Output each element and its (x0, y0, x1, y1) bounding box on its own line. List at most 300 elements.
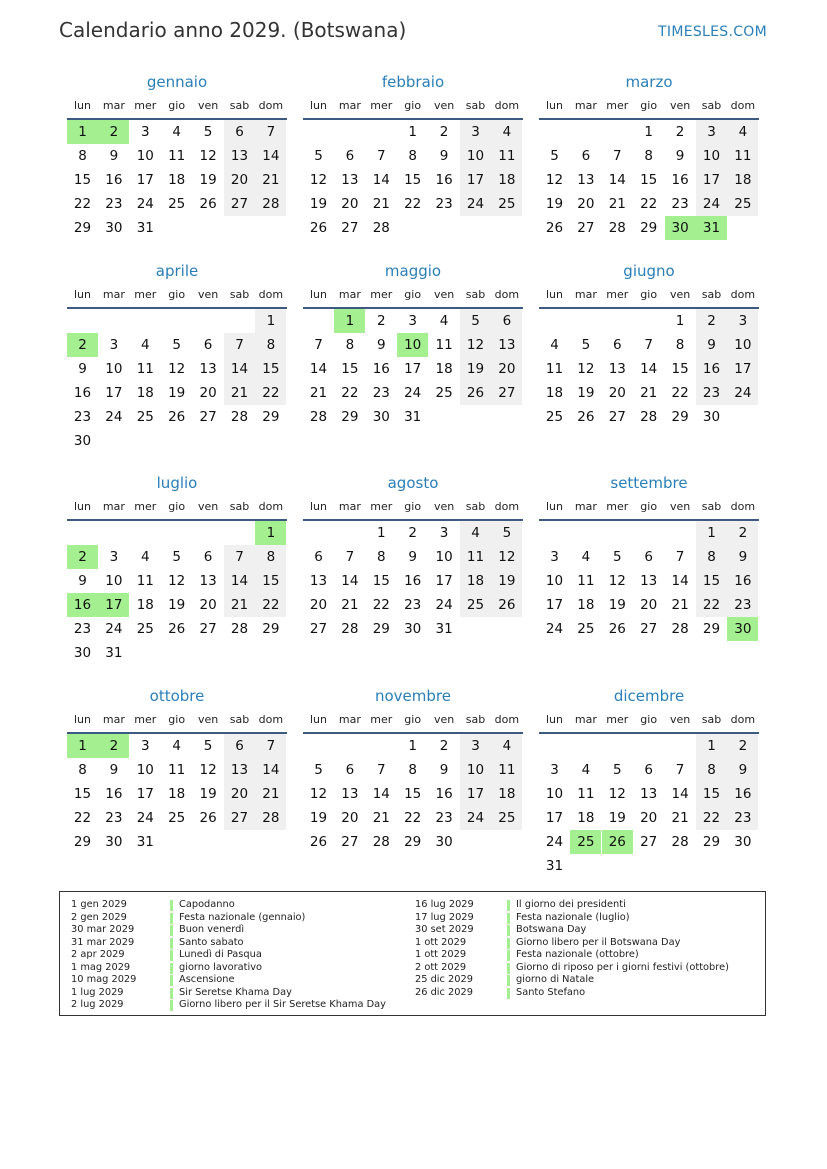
day-cell: 7 (377, 762, 386, 778)
day-cell: 25 (435, 385, 453, 401)
day-cell: 25 (136, 621, 154, 637)
day-cell: 26 (608, 621, 626, 637)
day-cell: 7 (345, 549, 355, 565)
day-cell: 19 (309, 810, 328, 826)
legend-holiday-name: Botswana Day (516, 924, 587, 935)
day-cell: 17 (404, 361, 422, 377)
day-cell: 1 (408, 738, 417, 754)
weekday-label: sab (701, 288, 722, 301)
day-cell: 29 (73, 834, 92, 850)
day-cell: 20 (640, 597, 658, 613)
day-cell: 3 (460, 120, 491, 144)
day-cell: 17 (435, 573, 453, 589)
day-cell: 10 (105, 361, 123, 377)
day-cell: 30 (73, 645, 92, 661)
day-cell: 28 (372, 834, 390, 850)
day-cell: 28 (309, 409, 328, 425)
legend-holiday-name: Giorno libero per il Botswana Day (516, 936, 681, 948)
day-cell: 26 (199, 810, 217, 826)
weekday-label: mer (370, 288, 393, 301)
day-cell: 24 (136, 196, 154, 212)
day-cell: 30 (105, 220, 123, 236)
day-cell: 22 (696, 806, 727, 830)
weekday-label: dom (730, 713, 756, 726)
day-cell: 23 (727, 593, 758, 617)
weekday-label: gio (168, 713, 186, 726)
day-cell: 21 (608, 196, 626, 212)
day-cell: 18 (168, 786, 186, 802)
legend-color-bar (170, 1000, 173, 1011)
month-title: giugno (623, 262, 675, 280)
day-cell: 29 (262, 409, 280, 425)
weekday-label: ven (669, 99, 691, 112)
day-cell: 1 (696, 734, 727, 758)
day-cell: 31 (136, 834, 154, 850)
day-cell: 26 (309, 834, 328, 850)
day-cell: 10 (105, 573, 123, 589)
weekday-label: gio (168, 288, 186, 301)
legend-date: 1 gen 2029 (71, 899, 127, 910)
day-cell: 8 (78, 762, 87, 778)
month-title: luglio (156, 474, 198, 492)
month-title: gennaio (146, 73, 208, 91)
weekday-label: ven (197, 288, 219, 301)
day-cell: 25 (168, 196, 186, 212)
legend-date: 2 ott 2029 (415, 961, 467, 973)
weekday-label: sab (229, 500, 250, 513)
day-cell: 16 (727, 569, 758, 593)
month-title: aprile (155, 262, 199, 280)
weekday-label: mar (574, 500, 597, 513)
weekday-label: mar (574, 288, 597, 301)
day-cell: 14 (372, 786, 390, 802)
legend-holiday-name: giorno lavorativo (179, 961, 263, 973)
day-cell: 21 (671, 597, 689, 613)
day-cell: 16 (73, 385, 92, 401)
day-cell: 16 (696, 357, 727, 381)
day-cell: 10 (545, 786, 564, 802)
day-cell: 20 (224, 782, 255, 806)
weekday-label: sab (701, 99, 722, 112)
day-cell: 25 (168, 810, 186, 826)
day-cell: 16 (404, 573, 422, 589)
month-title: dicembre (613, 687, 685, 705)
day-cell: 18 (168, 172, 186, 188)
day-cell: 14 (671, 573, 689, 589)
day-cell: 6 (644, 762, 653, 778)
weekday-label: mer (606, 500, 629, 513)
day-cell: 22 (640, 196, 658, 212)
day-cell: 15 (255, 569, 286, 593)
day-cell: 19 (309, 196, 328, 212)
day-cell: 3 (439, 525, 449, 541)
legend-holiday-name: Sir Seretse Khama Day (179, 986, 292, 998)
day-cell: 11 (727, 144, 758, 168)
day-cell: 7 (613, 148, 622, 164)
day-cell: 12 (309, 786, 328, 802)
day-cell: 2 (727, 521, 758, 545)
day-cell: 15 (696, 782, 727, 806)
day-cell: 19 (545, 196, 564, 212)
day-cell: 3 (550, 762, 559, 778)
day-cell: 18 (727, 168, 758, 192)
legend-date: 26 dic 2029 (415, 986, 473, 998)
weekday-label: lun (310, 713, 327, 726)
day-cell: 5 (613, 762, 622, 778)
day-cell: 28 (608, 220, 626, 236)
day-cell: 21 (224, 381, 255, 405)
legend-date: 17 lug 2029 (415, 911, 474, 923)
day-cell: 24 (404, 385, 422, 401)
legend-date: 2 gen 2029 (71, 911, 127, 923)
day-cell: 26 (545, 220, 564, 236)
day-cell: 12 (545, 172, 564, 188)
day-cell: 26 (460, 381, 491, 405)
weekday-label: sab (229, 713, 250, 726)
day-cell: 13 (341, 786, 359, 802)
weekday-label: mar (102, 99, 125, 112)
day-cell: 3 (696, 120, 727, 144)
day-cell: 14 (309, 361, 328, 377)
day-cell: 9 (727, 758, 758, 782)
day-cell: 15 (696, 569, 727, 593)
holiday-day-cell: 1 (67, 120, 98, 144)
day-cell: 23 (671, 196, 689, 212)
legend-holiday-name: Festa nazionale (luglio) (516, 911, 630, 923)
day-cell: 26 (491, 593, 522, 617)
day-cell: 8 (345, 337, 355, 353)
legend-holiday-name: Festa nazionale (gennaio) (179, 911, 306, 923)
holiday-day-cell: 30 (727, 617, 758, 641)
weekday-label: ven (197, 713, 219, 726)
day-cell: 23 (105, 196, 123, 212)
day-cell: 11 (168, 148, 186, 164)
weekday-label: dom (494, 288, 520, 301)
day-cell: 16 (372, 361, 390, 377)
day-cell: 12 (199, 148, 217, 164)
day-cell: 13 (341, 172, 359, 188)
day-cell: 3 (109, 337, 119, 353)
day-cell: 21 (224, 593, 255, 617)
weekday-label: gio (404, 500, 422, 513)
day-cell: 9 (109, 148, 119, 164)
day-cell: 2 (696, 309, 727, 333)
legend-color-bar (170, 975, 173, 986)
legend-date: 1 lug 2029 (71, 986, 124, 998)
weekday-label: dom (494, 713, 520, 726)
day-cell: 20 (199, 597, 217, 613)
day-cell: 20 (640, 810, 658, 826)
day-cell: 5 (203, 124, 213, 140)
day-cell: 29 (404, 834, 422, 850)
day-cell: 7 (255, 734, 286, 758)
day-cell: 2 (675, 124, 685, 140)
day-cell: 25 (727, 192, 758, 216)
day-cell: 16 (105, 786, 123, 802)
day-cell: 5 (314, 148, 323, 164)
legend-color-bar (507, 938, 510, 949)
day-cell: 28 (230, 409, 249, 425)
day-cell: 23 (105, 810, 123, 826)
day-cell: 27 (199, 409, 217, 425)
legend-holiday-name: Buon venerdì (179, 924, 245, 935)
day-cell: 5 (491, 521, 522, 545)
day-cell: 17 (460, 782, 491, 806)
day-cell: 13 (224, 144, 255, 168)
day-cell: 10 (435, 549, 453, 565)
day-cell: 9 (78, 573, 87, 589)
day-cell: 23 (73, 409, 92, 425)
weekday-label: mer (134, 99, 157, 112)
weekday-label: ven (197, 500, 219, 513)
day-cell: 24 (460, 806, 491, 830)
day-cell: 1 (675, 313, 685, 329)
day-cell: 5 (172, 549, 181, 565)
day-cell: 25 (545, 409, 564, 425)
day-cell: 27 (199, 621, 217, 637)
weekday-label: gio (640, 713, 658, 726)
day-cell: 29 (372, 621, 390, 637)
day-cell: 12 (168, 573, 186, 589)
day-cell: 31 (404, 409, 422, 425)
day-cell: 30 (73, 433, 92, 449)
weekday-label: sab (465, 288, 486, 301)
day-cell: 4 (172, 124, 181, 140)
day-cell: 25 (491, 806, 522, 830)
weekday-label: lun (310, 500, 327, 513)
day-cell: 31 (105, 645, 123, 661)
weekday-label: lun (74, 288, 91, 301)
day-cell: 9 (439, 148, 449, 164)
day-cell: 5 (550, 148, 559, 164)
day-cell: 12 (199, 762, 217, 778)
day-cell: 3 (141, 124, 150, 140)
day-cell: 20 (341, 196, 359, 212)
weekday-label: mer (606, 99, 629, 112)
legend-color-bar (170, 913, 173, 924)
day-cell: 11 (545, 361, 564, 377)
day-cell: 27 (224, 192, 255, 216)
day-cell: 17 (545, 810, 564, 826)
day-cell: 11 (136, 573, 154, 589)
legend-holiday-name: Ascensione (179, 974, 235, 985)
day-cell: 6 (644, 549, 653, 565)
day-cell: 12 (460, 333, 491, 357)
day-cell: 21 (255, 782, 286, 806)
day-cell: 18 (545, 385, 564, 401)
day-cell: 15 (255, 357, 286, 381)
day-cell: 11 (577, 786, 595, 802)
day-cell: 14 (341, 573, 359, 589)
weekday-label: ven (433, 713, 455, 726)
day-cell: 10 (727, 333, 758, 357)
day-cell: 18 (460, 569, 491, 593)
brand-link[interactable]: TIMESLES.COM (658, 24, 767, 40)
day-cell: 11 (435, 337, 453, 353)
day-cell: 7 (675, 762, 685, 778)
day-cell: 28 (255, 192, 286, 216)
day-cell: 8 (255, 545, 286, 569)
day-cell: 2 (439, 738, 449, 754)
day-cell: 20 (491, 357, 522, 381)
day-cell: 14 (224, 357, 255, 381)
weekday-label: gio (404, 288, 422, 301)
weekday-label: dom (258, 500, 284, 513)
day-cell: 22 (255, 593, 286, 617)
month-title: settembre (610, 474, 688, 492)
day-cell: 25 (136, 409, 154, 425)
weekday-label: ven (669, 713, 691, 726)
day-cell: 11 (168, 762, 186, 778)
day-cell: 8 (255, 333, 286, 357)
weekday-label: mer (370, 99, 393, 112)
weekday-label: gio (404, 99, 422, 112)
weekday-label: mar (102, 713, 125, 726)
day-cell: 18 (136, 597, 154, 613)
month-title: febbraio (381, 73, 445, 91)
weekday-label: dom (258, 99, 284, 112)
day-cell: 8 (377, 549, 386, 565)
legend-color-bar (170, 950, 173, 961)
day-cell: 27 (608, 409, 626, 425)
day-cell: 24 (105, 621, 123, 637)
legend-date: 30 mar 2029 (71, 924, 135, 935)
day-cell: 4 (141, 337, 150, 353)
day-cell: 26 (199, 196, 217, 212)
day-cell: 17 (105, 385, 123, 401)
day-cell: 15 (671, 361, 689, 377)
day-cell: 10 (136, 762, 154, 778)
day-cell: 11 (460, 545, 491, 569)
day-cell: 29 (73, 220, 92, 236)
legend-holiday-name: Festa nazionale (ottobre) (516, 949, 639, 960)
day-cell: 18 (491, 168, 522, 192)
day-cell: 19 (577, 385, 595, 401)
day-cell: 17 (136, 786, 154, 802)
day-cell: 20 (309, 597, 328, 613)
day-cell: 22 (404, 810, 422, 826)
day-cell: 27 (577, 220, 595, 236)
day-cell: 8 (696, 545, 727, 569)
day-cell: 1 (408, 124, 417, 140)
day-cell: 4 (172, 738, 181, 754)
day-cell: 16 (105, 172, 123, 188)
day-cell: 7 (377, 148, 386, 164)
month-title: novembre (375, 687, 451, 705)
month-title: agosto (387, 474, 439, 492)
holiday-day-cell: 25 (570, 830, 601, 854)
day-cell: 21 (255, 168, 286, 192)
day-cell: 1 (255, 309, 286, 333)
day-cell: 6 (581, 148, 591, 164)
month-title: marzo (625, 73, 673, 91)
day-cell: 5 (460, 309, 491, 333)
day-cell: 19 (608, 810, 626, 826)
day-cell: 9 (78, 361, 87, 377)
day-cell: 21 (341, 597, 359, 613)
weekday-label: mer (370, 500, 393, 513)
day-cell: 17 (460, 168, 491, 192)
day-cell: 12 (608, 786, 626, 802)
weekday-label: dom (494, 99, 520, 112)
day-cell: 8 (675, 337, 685, 353)
weekday-label: mer (134, 500, 157, 513)
day-cell: 28 (372, 220, 390, 236)
day-cell: 27 (341, 834, 359, 850)
day-cell: 9 (696, 333, 727, 357)
day-cell: 22 (73, 810, 92, 826)
day-cell: 18 (491, 782, 522, 806)
day-cell: 27 (341, 220, 359, 236)
page-title: Calendario anno 2029. (Botswana) (59, 18, 407, 42)
day-cell: 30 (105, 834, 123, 850)
day-cell: 15 (404, 172, 422, 188)
day-cell: 23 (73, 621, 92, 637)
day-cell: 29 (341, 409, 359, 425)
legend-holiday-name: Giorno libero per il Sir Seretse Khama Day (179, 999, 386, 1010)
day-cell: 17 (696, 168, 727, 192)
weekday-label: gio (640, 500, 658, 513)
holiday-day-cell: 30 (665, 216, 696, 240)
day-cell: 23 (727, 806, 758, 830)
day-cell: 10 (460, 758, 491, 782)
day-cell: 6 (491, 309, 522, 333)
weekday-label: mar (574, 99, 597, 112)
day-cell: 28 (671, 621, 689, 637)
day-cell: 13 (577, 172, 595, 188)
day-cell: 30 (404, 621, 422, 637)
weekday-label: mar (102, 288, 125, 301)
day-cell: 28 (640, 409, 658, 425)
day-cell: 2 (377, 313, 386, 329)
day-cell: 7 (675, 549, 685, 565)
day-cell: 15 (372, 573, 390, 589)
day-cell: 14 (255, 758, 286, 782)
day-cell: 27 (224, 806, 255, 830)
day-cell: 3 (550, 549, 559, 565)
day-cell: 13 (224, 758, 255, 782)
header-rule (67, 307, 287, 309)
day-cell: 14 (640, 361, 658, 377)
weekday-label: lun (546, 288, 563, 301)
day-cell: 30 (372, 409, 390, 425)
day-cell: 28 (255, 806, 286, 830)
day-cell: 20 (341, 810, 359, 826)
weekday-label: lun (74, 500, 91, 513)
day-cell: 19 (491, 569, 522, 593)
weekday-label: dom (730, 99, 756, 112)
day-cell: 2 (727, 734, 758, 758)
day-cell: 24 (696, 192, 727, 216)
weekday-label: mar (338, 99, 361, 112)
day-cell: 22 (404, 196, 422, 212)
weekday-label: gio (640, 99, 658, 112)
weekday-label: mar (574, 713, 597, 726)
legend-holiday-name: Giorno di riposo per i giorni festivi (ottobre) (516, 961, 729, 973)
day-cell: 12 (491, 545, 522, 569)
weekday-label: dom (494, 500, 520, 513)
legend-color-bar (507, 925, 510, 936)
day-cell: 4 (581, 762, 591, 778)
day-cell: 29 (262, 621, 280, 637)
legend-holiday-name: Lunedì di Pasqua (179, 949, 262, 960)
weekday-label: dom (730, 288, 756, 301)
day-cell: 22 (255, 381, 286, 405)
legend-date: 1 mag 2029 (71, 961, 131, 973)
day-cell: 16 (435, 172, 453, 188)
day-cell: 12 (309, 172, 328, 188)
day-cell: 3 (408, 313, 417, 329)
